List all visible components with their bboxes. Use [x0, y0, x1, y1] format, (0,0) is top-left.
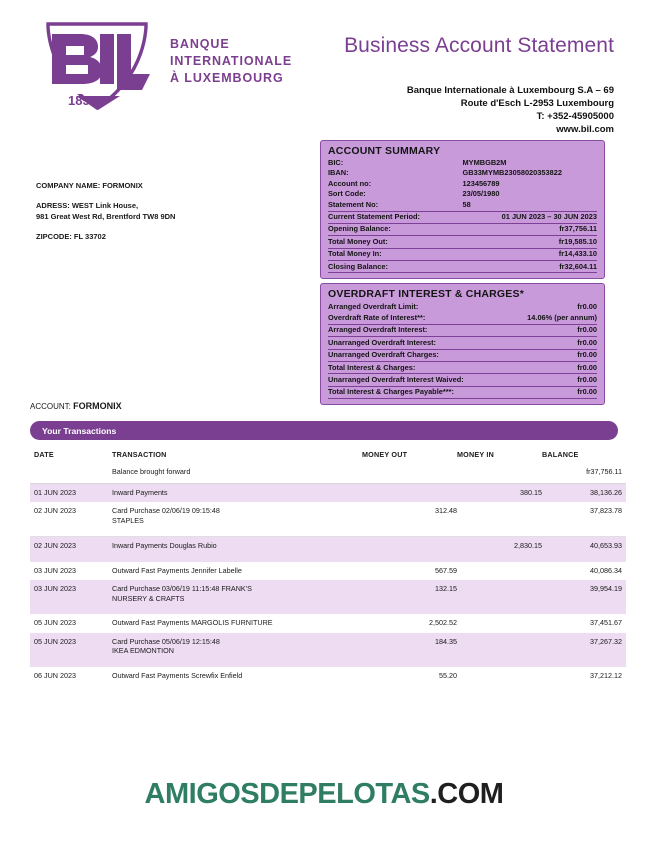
account-summary-panel — [320, 140, 605, 279]
summary-field-iban — [328, 168, 597, 178]
overdraft-label: Unarranged Overdraft Interest: — [328, 337, 437, 347]
watermark-suffix: .COM — [429, 778, 504, 810]
summary-field-bic — [328, 158, 597, 168]
overdraft-value: 14.06% (per annum) — [527, 312, 597, 322]
overdraft-label: Total Interest & Charges Payable***: — [328, 387, 454, 397]
cell-balance: 37,212.12 — [590, 670, 622, 680]
column-header-money-in: MONEY IN — [457, 450, 495, 459]
summary-value: 123456789 — [462, 178, 500, 188]
summary-label: Account no: — [328, 178, 372, 188]
summary-label: Statement No: — [328, 199, 379, 209]
spacer — [36, 222, 175, 231]
overdraft-row-interest-waived — [328, 373, 597, 385]
cell-money-in — [457, 580, 542, 614]
cell-money-in — [457, 614, 542, 633]
summary-label: Sort Code: — [328, 189, 366, 199]
table-row — [30, 502, 626, 537]
brand-line-3: À LUXEMBOURG — [170, 71, 284, 85]
overdraft-row-total-payable — [328, 386, 597, 399]
description-line-1: Inward Payments Douglas Rubio — [112, 541, 217, 550]
bank-address-line-1: Banque Internationale à Luxembourg S.A – 69 — [406, 85, 614, 96]
summary-label: BIC: — [328, 158, 344, 167]
cell-balance: 37,451.67 — [590, 618, 622, 627]
summary-row-total-money-in — [328, 248, 597, 260]
cell-money-out — [362, 537, 457, 562]
cell-balance: 40,086.34 — [590, 565, 622, 575]
cell-money-out: 567.59 — [435, 565, 457, 575]
column-header-transaction: TRANSACTION — [112, 450, 167, 459]
transactions-table — [30, 447, 626, 691]
description-line-1: Outward Fast Payments Jennifer Labelle — [112, 565, 242, 575]
overdraft-label: Total Interest & Charges: — [328, 362, 416, 372]
table-row — [30, 633, 626, 667]
summary-field-sort-code — [328, 189, 597, 199]
cell-money-in — [457, 562, 542, 581]
account-label: ACCOUNT: — [30, 402, 71, 411]
page-title: Business Account Statement — [344, 34, 614, 57]
transactions-banner: Your Transactions — [30, 421, 618, 440]
footer-watermark — [0, 778, 648, 811]
overdraft-label: Arranged Overdraft Limit: — [328, 301, 419, 311]
brand-line-2: INTERNATIONALE — [170, 54, 293, 68]
bank-phone: T: +352-45905000 — [536, 111, 614, 122]
cell-money-out: 55.20 — [439, 670, 457, 680]
cell-money-in: 380.15 — [457, 483, 542, 502]
table-row-brought-forward — [30, 463, 626, 483]
cell-balance: 38,136.26 — [542, 483, 626, 502]
customer-details — [36, 180, 175, 242]
cell-money-out: 184.35 — [362, 633, 457, 667]
summary-row-statement-period — [328, 211, 597, 223]
summary-label: Total Money In: — [328, 249, 382, 259]
cell-description — [112, 483, 362, 502]
overdraft-row-limit — [328, 301, 597, 312]
overdraft-row-total-interest-charges — [328, 361, 597, 373]
summary-value: 23/05/1980 — [462, 189, 500, 199]
cell-money-in — [457, 463, 542, 483]
account-name-line — [30, 401, 122, 411]
column-header-money-out: MONEY OUT — [362, 450, 408, 459]
cell-date: 03 JUN 2023 — [34, 565, 76, 575]
cell-description — [112, 667, 362, 692]
cell-date: 03 JUN 2023 — [30, 580, 112, 614]
overdraft-value: fr0.00 — [577, 362, 597, 372]
column-header-balance: BALANCE — [542, 450, 579, 459]
brand-wordmark — [170, 36, 292, 87]
summary-value: fr37,756.11 — [559, 224, 597, 234]
summary-label: Closing Balance: — [328, 261, 388, 271]
cell-description — [112, 502, 362, 537]
cell-money-out — [362, 463, 457, 483]
description-line-2: STAPLES — [112, 515, 144, 525]
overdraft-value: fr0.00 — [577, 374, 597, 384]
summary-label: Total Money Out: — [328, 236, 388, 246]
overdraft-row-unarranged-charges — [328, 349, 597, 361]
description-line-2: NURSERY & CRAFTS — [112, 593, 185, 603]
description-line-1: Card Purchase 02/06/19 09:15:48 — [112, 506, 220, 515]
summary-value: fr14,433.10 — [558, 249, 597, 259]
account-value: FORMONIX — [73, 401, 122, 411]
customer-company-name: COMPANY NAME: FORMONIX — [36, 181, 143, 190]
overdraft-title: OVERDRAFT INTEREST & CHARGES* — [328, 288, 524, 300]
overdraft-row-rate — [328, 312, 597, 323]
cell-description — [112, 580, 362, 614]
table-row — [30, 614, 626, 633]
cell-balance: 40,653.93 — [542, 537, 626, 562]
cell-date: 02 JUN 2023 — [30, 537, 112, 562]
table-row — [30, 537, 626, 562]
overdraft-value: fr0.00 — [577, 337, 597, 347]
description-line-1: Card Purchase 03/06/19 11:15:48 FRANK'S — [112, 584, 252, 593]
cell-date: 05 JUN 2023 — [30, 633, 112, 667]
cell-money-out: 312.48 — [362, 502, 457, 537]
overdraft-label: Unarranged Overdraft Charges: — [328, 350, 439, 360]
cell-money-in — [457, 502, 542, 537]
cell-date — [30, 463, 112, 483]
cell-money-out — [362, 483, 457, 502]
cell-date: 01 JUN 2023 — [30, 483, 112, 502]
summary-row-opening-balance — [328, 223, 597, 235]
summary-label: IBAN: — [328, 168, 349, 178]
brand-line-1: BANQUE — [170, 37, 230, 51]
bank-address — [407, 84, 614, 136]
description-line-2: IKEA EDMONTION — [112, 646, 174, 655]
bil-shield-logo-icon — [38, 18, 156, 112]
customer-zipcode: ZIPCODE: FL 33702 — [36, 232, 106, 241]
summary-value: GB33MYMB23058020353822 — [462, 168, 562, 178]
description-line-1: Outward Fast Payments Screwfix Enfield — [112, 670, 243, 680]
overdraft-value: fr0.00 — [577, 387, 597, 397]
cell-balance: fr37,756.11 — [542, 463, 626, 483]
overdraft-value: fr0.00 — [577, 301, 597, 311]
column-header-date: DATE — [34, 450, 54, 459]
overdraft-label: Arranged Overdraft Interest: — [328, 325, 428, 335]
cell-balance: 37,267.32 — [542, 633, 626, 667]
summary-label: Opening Balance: — [328, 224, 391, 234]
overdraft-row-arranged-interest — [328, 324, 597, 336]
cell-description — [112, 633, 362, 667]
description-line-1: Card Purchase 05/06/19 12:15:48 — [112, 636, 220, 646]
cell-money-out: 2,502.52 — [429, 618, 457, 627]
summary-label: Current Statement Period: — [328, 212, 420, 222]
bank-logo — [38, 18, 292, 112]
spacer — [36, 191, 175, 200]
page-header — [0, 0, 648, 135]
summary-field-account-no — [328, 179, 597, 189]
overdraft-value: fr0.00 — [577, 325, 597, 335]
description-line-1: Outward Fast Payments MARGOLIS FURNITURE — [112, 618, 273, 627]
cell-description — [112, 614, 362, 633]
summary-value: MYMBGB2M — [462, 158, 507, 167]
summary-value: 01 JUN 2023 – 30 JUN 2023 — [501, 212, 597, 222]
cell-money-in — [457, 633, 542, 667]
summary-field-statement-no — [328, 200, 597, 210]
summary-value: fr32,604.11 — [559, 261, 597, 271]
cell-date: 05 JUN 2023 — [34, 618, 76, 627]
cell-money-in — [457, 667, 542, 692]
table-header-row — [30, 447, 626, 463]
table-row — [30, 667, 626, 692]
cell-date: 06 JUN 2023 — [34, 670, 76, 680]
overdraft-row-unarranged-interest — [328, 336, 597, 348]
overdraft-panel — [320, 283, 605, 405]
customer-address-line-1: ADRESS: WEST Link House, — [36, 201, 139, 210]
table-row — [30, 580, 626, 614]
overdraft-label: Unarranged Overdraft Interest Waived: — [328, 374, 464, 384]
cell-description: Balance brought forward — [112, 463, 362, 483]
bank-address-line-2: Route d'Esch L-2953 Luxembourg — [460, 98, 614, 109]
overdraft-value: fr0.00 — [577, 350, 597, 360]
watermark-primary: AMIGOSDEPELOTAS — [144, 778, 430, 810]
table-row — [30, 562, 626, 581]
cell-balance: 37,823.78 — [542, 502, 626, 537]
customer-address-line-2: 981 Great West Rd, Brentford TW8 9DN — [36, 212, 176, 221]
cell-money-out: 132.15 — [362, 580, 457, 614]
cell-balance: 39,954.19 — [542, 580, 626, 614]
cell-money-in: 2,830.15 — [457, 537, 542, 562]
bank-website: www.bil.com — [556, 124, 614, 135]
cell-description — [112, 562, 362, 581]
summary-value: 58 — [462, 199, 471, 209]
description-line-1: Inward Payments — [112, 487, 168, 497]
summary-row-closing-balance — [328, 260, 597, 273]
cell-date: 02 JUN 2023 — [30, 502, 112, 537]
svg-text:1856: 1856 — [68, 93, 97, 108]
summary-value: fr19,585.10 — [558, 236, 597, 246]
overdraft-label: Overdraft Rate of Interest**: — [328, 312, 426, 322]
table-row — [30, 483, 626, 502]
cell-description — [112, 537, 362, 562]
summary-row-total-money-out — [328, 235, 597, 247]
account-summary-title: ACCOUNT SUMMARY — [328, 145, 441, 157]
